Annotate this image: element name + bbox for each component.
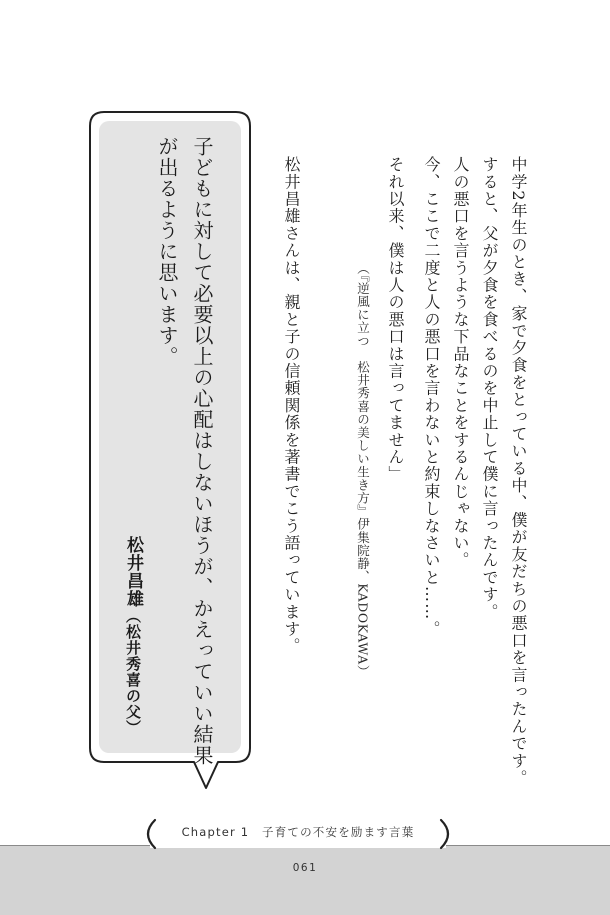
author-note: （松井秀喜の父）	[124, 608, 142, 736]
body-line-3: 人の悪口を言うような下品なことをするんじゃない。	[451, 156, 470, 569]
quote-line-1: 子どもに対して必要以上の心配はしないほうが、かえっていい結果	[190, 136, 214, 766]
book-citation: （『逆風に立つ 松井秀喜の美しい生き方』伊集院静、KADOKAWA）	[355, 262, 371, 678]
closing-line: 松井昌雄さんは、親と子の信頼関係を著書でこう語っています。	[282, 156, 301, 655]
body-line-5: それ以来、僕は人の悪口は言ってません」	[386, 156, 405, 483]
quote-line-2: が出るように思います。	[155, 136, 179, 367]
body-line-4: 今、ここで二度と人の悪口を言わないと約束しなさいと……。	[422, 156, 441, 638]
page-number: 061	[292, 862, 318, 874]
author-name: 松井昌雄	[123, 536, 143, 608]
body-line-1: 中学2年生のとき、家で夕食をとっている中、僕が友だちの悪口を言ったんです。	[509, 156, 528, 787]
body-line-2: すると、父が夕食を食べるのを中止して僕に言ったんです。	[480, 156, 499, 621]
chapter-title: Chapter 1 子育ての不安を励ます言葉	[181, 825, 415, 839]
